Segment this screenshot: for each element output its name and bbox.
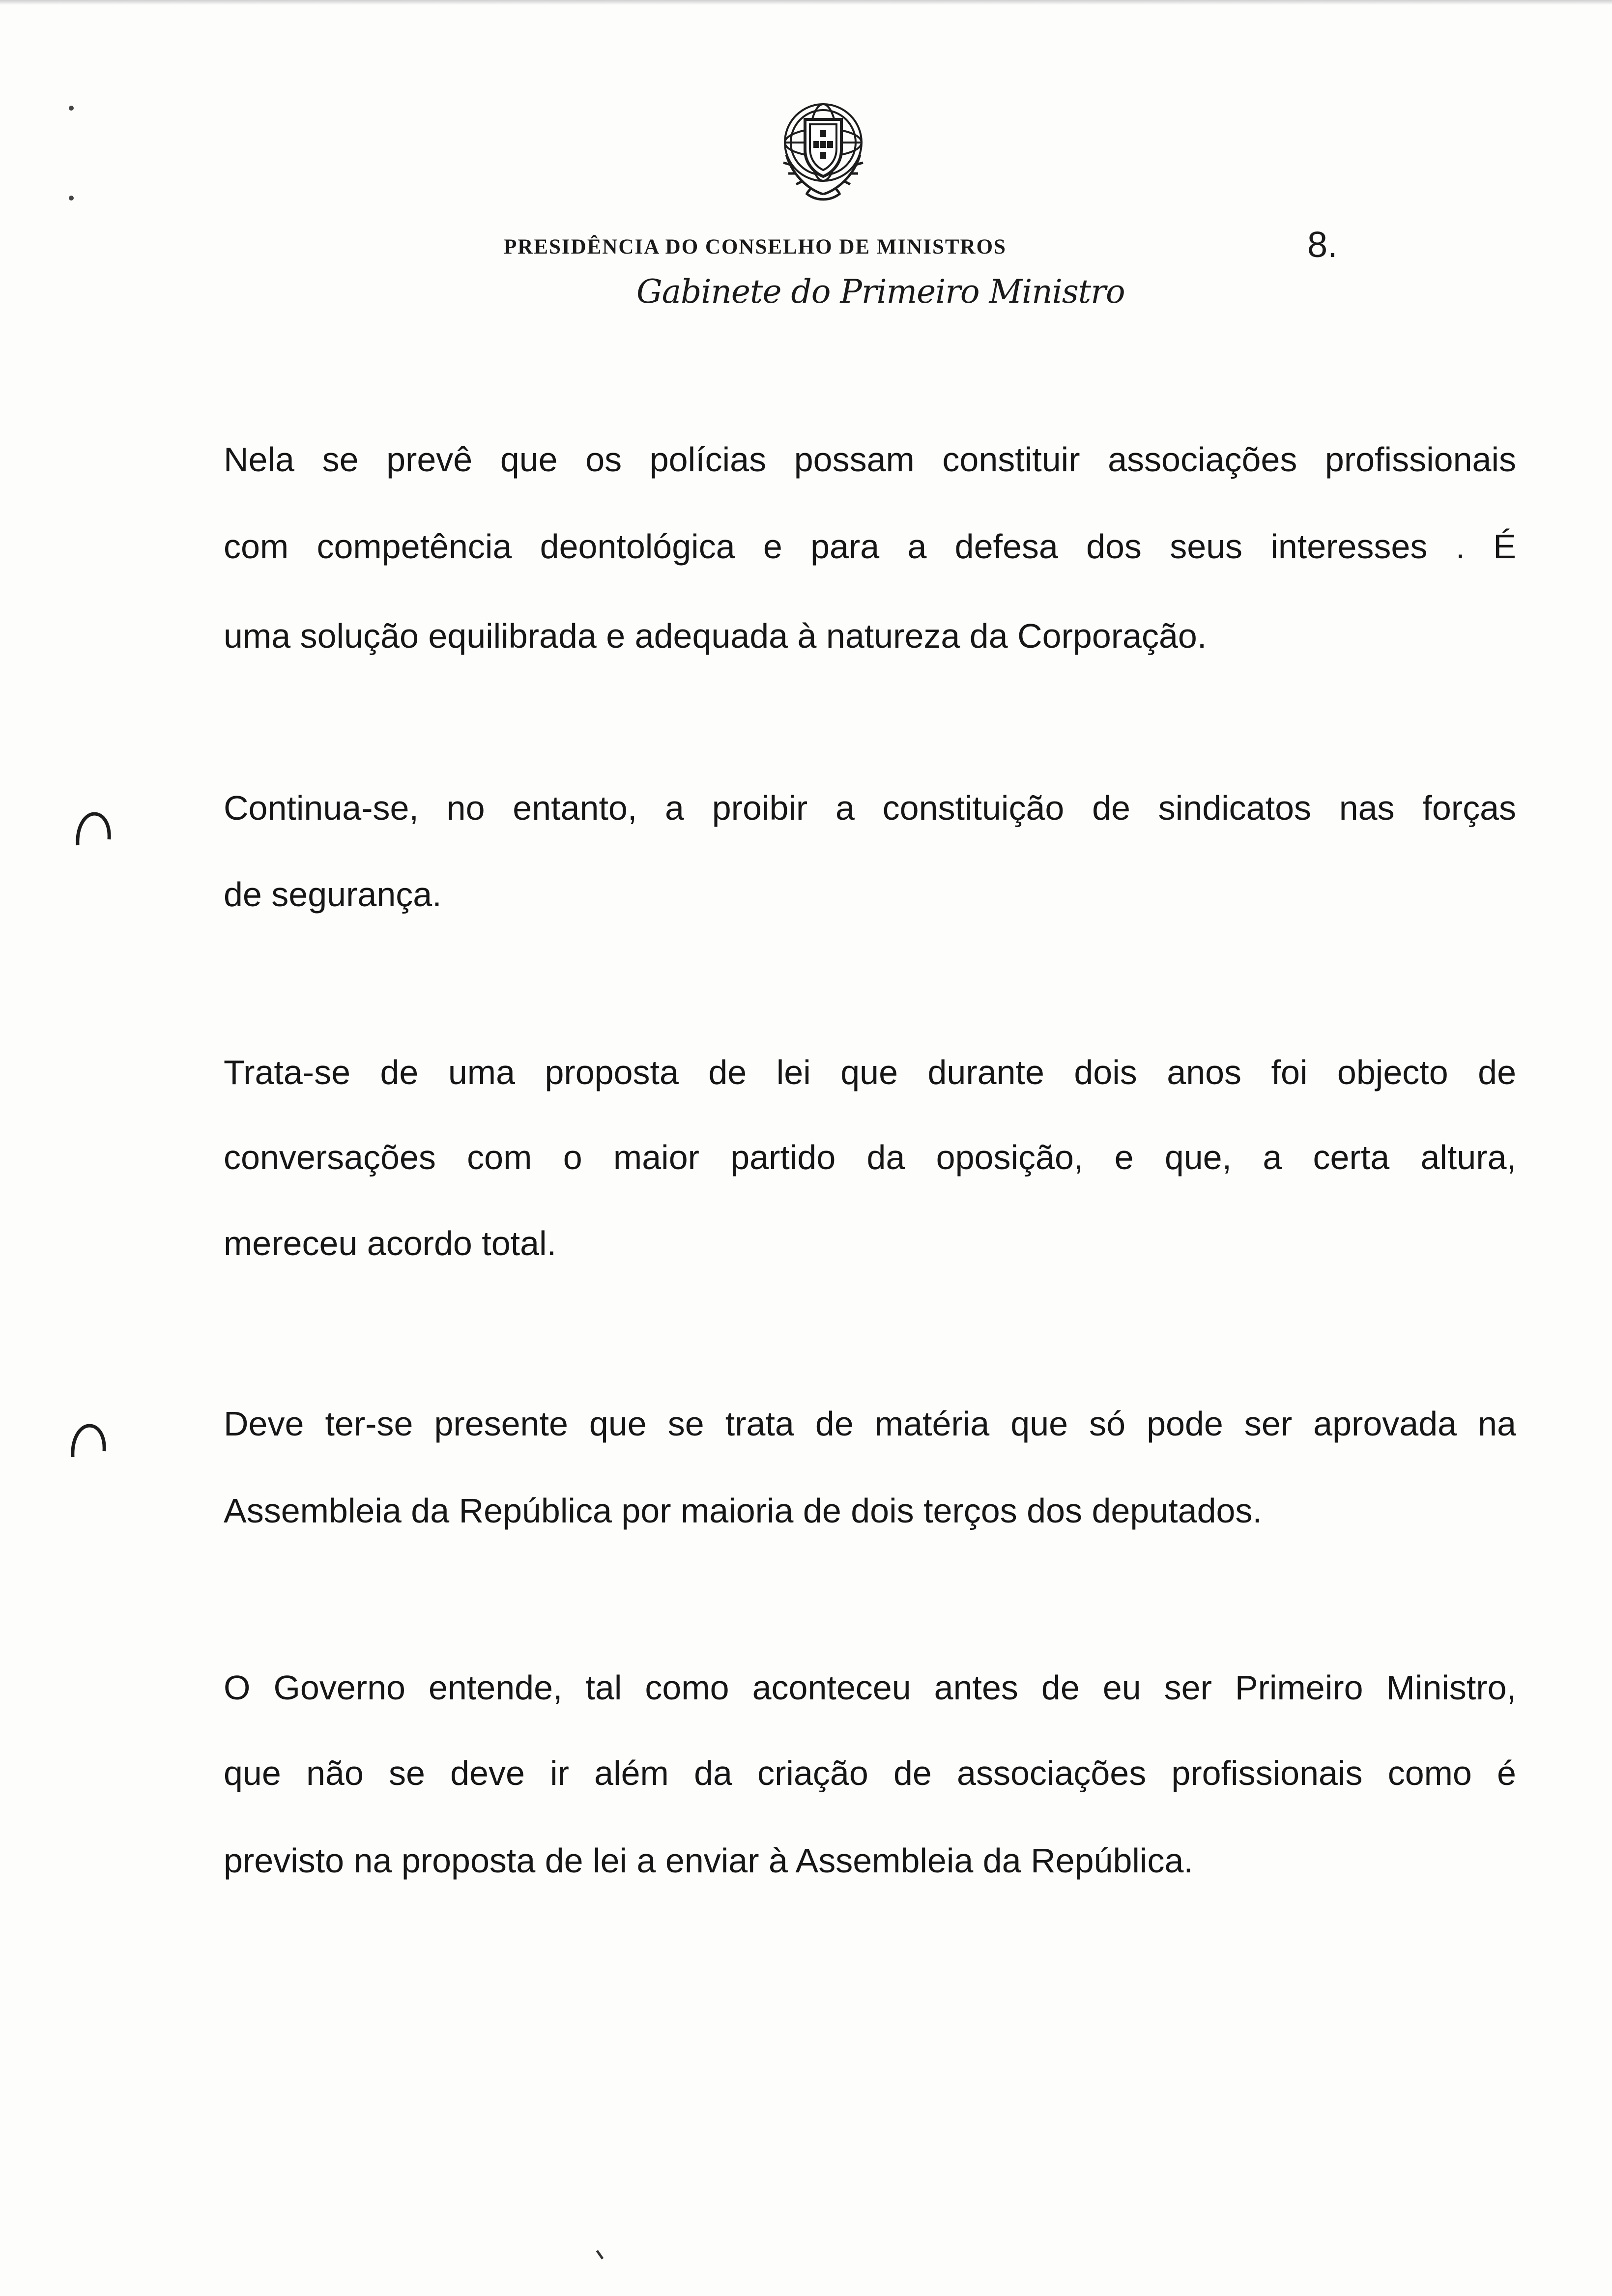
margin-dot (69, 106, 74, 111)
paragraph-line: Trata-se de uma proposta de lei que durante dois anos foi objecto de (224, 1053, 1516, 1091)
paragraph-line: Deve ter-se presente que se trata de matéria que só pode ser aprovada na (224, 1405, 1516, 1443)
paragraph-line: Nela se prevê que os polícias possam constituir associações profissionais (224, 440, 1516, 479)
punch-hole-icon (69, 1423, 107, 1458)
paragraph-line: O Governo entende, tal como aconteceu antes de eu ser Primeiro Ministro, (224, 1668, 1516, 1707)
institution-header: PRESIDÊNCIA DO CONSELHO DE MINISTROS (504, 235, 1007, 258)
cabinet-subtitle: Gabinete do Primeiro Ministro (636, 273, 1125, 311)
paragraph-line: conversações com o maior partido da oposição, e que, a certa altura, (224, 1138, 1516, 1177)
paragraph-line: Assembleia da República por maioria de dois terços dos deputados. (224, 1492, 1262, 1530)
paragraph-line: previsto na proposta de lei a enviar à Assembleia da República. (224, 1841, 1193, 1880)
paragraph-line: que não se deve ir além da criação de associações profissionais como é (224, 1754, 1516, 1792)
paragraph-line: com competência deontológica e para a defesa dos seus interesses . É (224, 527, 1516, 566)
paragraph-line: Continua-se, no entanto, a proibir a constituição de sindicatos nas forças (224, 789, 1516, 827)
paragraph-line: mereceu acordo total. (224, 1224, 557, 1263)
paragraph-line: uma solução equilibrada e adequada à natureza da Corporação. (224, 617, 1207, 655)
scan-edge-shadow (0, 0, 1612, 5)
portuguese-coat-of-arms-icon (767, 96, 880, 206)
punch-hole-icon (74, 811, 112, 846)
paragraph-line: de segurança. (224, 875, 442, 914)
margin-dot (69, 196, 74, 201)
page-number: 8. (1307, 224, 1338, 265)
stray-mark (596, 2250, 604, 2259)
